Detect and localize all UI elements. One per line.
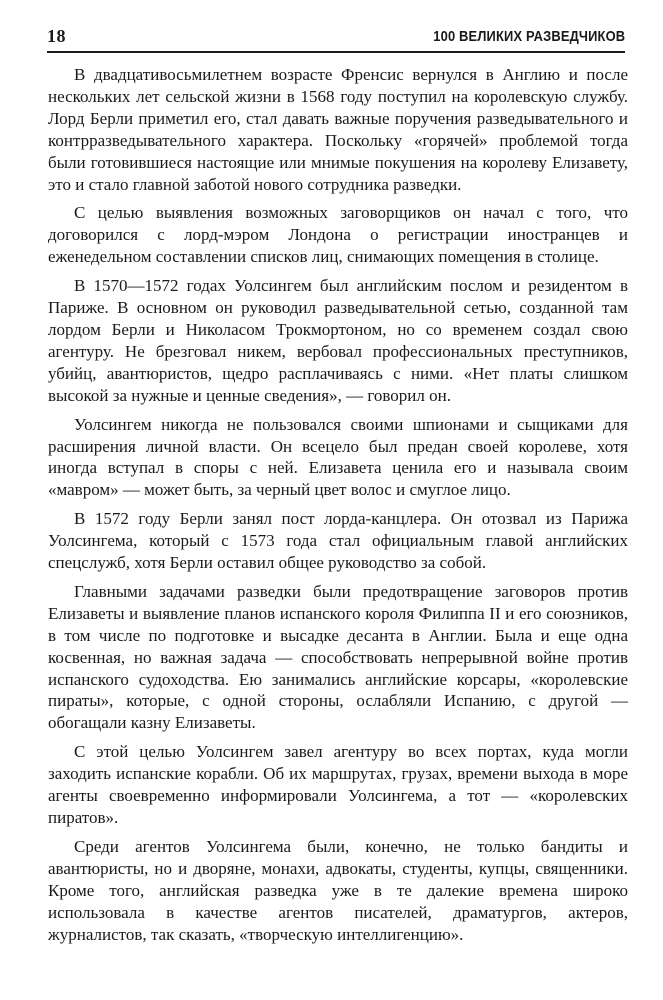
paragraph: В 1572 году Берли занял пост лорда-канцлера. Он отозвал из Парижа Уолсингема, который с 1573 года стал официальным главой английских спецслужб, хотя Берли оставил общее руководство за собой. — [48, 509, 628, 573]
paragraph: Уолсингем никогда не пользовался своими шпионами и сыщиками для расширения личной власти. Он всецело был предан своей королеве, хотя иногда вступал в споры с ней. Елизавета ценила его и называла своим «мавром» — может быть, за черный цвет волос и смуглое лицо. — [48, 414, 628, 500]
paragraph: С этой целью Уолсингем завел агентуру во всех портах, куда могли заходить испанские корабли. Об их маршрутах, грузах, времени выхода в море агенты своевременно информировали Уолсингема, а тот — «королевских пиратов». — [48, 742, 628, 827]
paragraph: С целью выявления возможных заговорщиков он начал с того, что договорился с лорд-мэром Лондона о регистрации иностранцев и еженедельном составлении списков лиц, снимающих помещения в столице. — [48, 203, 628, 267]
paragraph: Среди агентов Уолсингема были, конечно, не только бандиты и авантюристы, но и дворяне, монахи, адвокаты, студенты, купцы, священники. Кроме того, английская разведка уже в те далекие времена широко использовала в качестве агентов писателей, драматургов, актеров, журналистов, так сказать, «творческую интеллигенцию». — [48, 836, 628, 944]
paragraph: Главными задачами разведки были предотвращение заговоров против Елизаветы и выявление планов испанского короля Филиппа II и его союзников, в том числе по подготовке и высадке десанта в Англии. Была и еще одна косвенная, но важная задача — способствовать непрерывной войне против испанского судоходства. Ею занимались английские корсары, «королевские пираты», которые, с одной стороны, ослабляли Испанию, с другой — обогащали казну Елизаветы. — [48, 581, 628, 733]
paragraph: В 1570—1572 годах Уолсингем был английским послом и резидентом в Париже. В основном он руководил разведывательной сетью, созданной там лордом Берли и Николасом Трокмортоном, но со временем создал свою агентуру. Не брезговал никем, вербовал профессиональных преступников, убийц, авантюристов, щедро расплачиваясь с ними. «Нет платы слишком высокой за нужные и ценные сведения», — говорил он. — [48, 276, 628, 405]
page-number: 18 — [47, 26, 66, 46]
header-rule — [47, 51, 625, 53]
body-text — [48, 64, 628, 945]
paragraph: В двадцативосьмилетнем возрасте Френсис вернулся в Англию и после нескольких лет сельской жизни в 1568 году поступил на королевскую службу. Лорд Берли приметил его, стал давать важные поручения разведывательного и контрразведывательного характера. Поскольку «горячей» проблемой тогда были готовившиеся настоящие или мнимые покушения на королеву Елизавету, это и стало главной заботой нового сотрудника разведки. — [48, 65, 628, 194]
running-title: 100 ВЕЛИКИХ РАЗВЕДЧИКОВ — [432, 28, 625, 45]
page-header — [47, 24, 625, 48]
